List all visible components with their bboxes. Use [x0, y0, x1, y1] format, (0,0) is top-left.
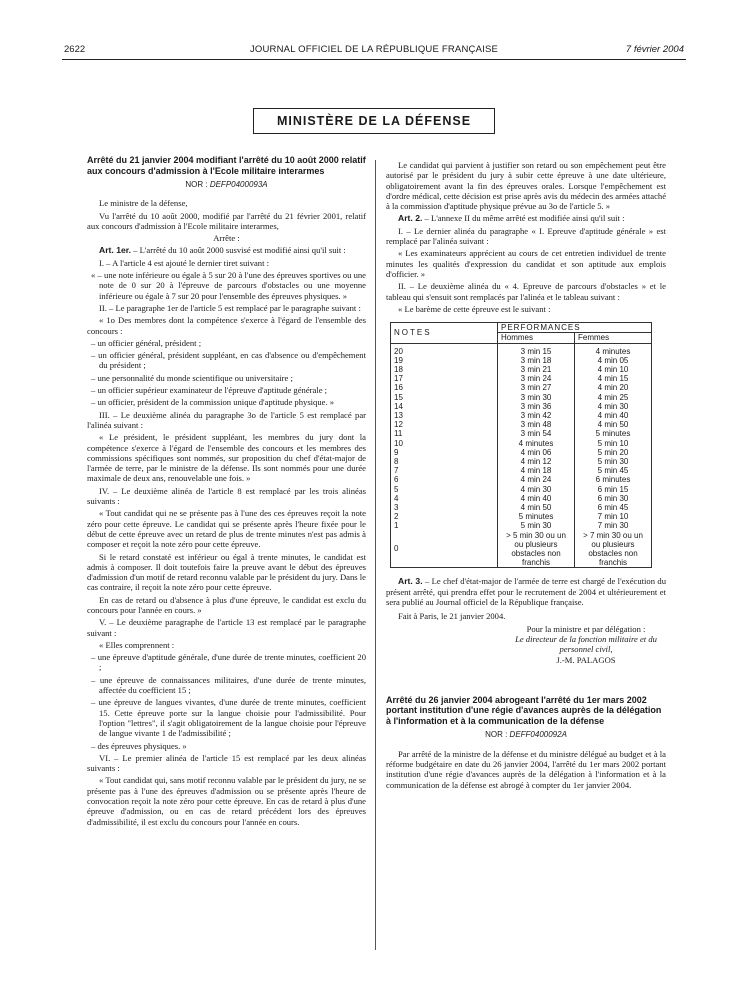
- note-cell: 13: [391, 411, 498, 420]
- article-text: – Le chef d'état-major de l'armée de terre est chargé de l'exécution du présent arrêté, qui prendra effet pour le recrutement de 2004 et ultérieurement et sera publié au Journal officiel de la République française.: [386, 576, 666, 608]
- decree-title: Arrêté du 21 janvier 2004 modifiant l'arrêté du 10 août 2000 relatif aux concours d'admission à l'Ecole militaire interarmes: [87, 155, 366, 176]
- table-row: [391, 475, 652, 484]
- women-cell: > 7 min 30 ou un ou plusieurs obstacles non franchis: [575, 531, 652, 568]
- table-row: [391, 383, 652, 392]
- women-cell: 5 minutes: [575, 429, 652, 438]
- signature-role: [506, 634, 666, 655]
- article-label: Art. 2.: [398, 213, 423, 224]
- header-rule: [62, 59, 686, 60]
- men-cell: 4 min 06: [498, 448, 575, 457]
- table-row: [391, 365, 652, 374]
- women-cell: 7 min 10: [575, 512, 652, 521]
- paragraph: Par arrêté de la ministre de la défense et du ministre délégué au budget et à la réforme budgétaire en date du 26 janvier 2004, l'arrêté du 1er mars 2002 portant institution d'une régie d'avances auprès de la délégation à l'information et à la communication de la défense est abrogé à compter du 1er janvier 2004.: [386, 748, 666, 790]
- right-column: [386, 160, 666, 792]
- table-row: [391, 485, 652, 494]
- decree-title-2: Arrêté du 26 janvier 2004 abrogeant l'arrêté du 1er mars 2002 portant institution d'une régie d'avances auprès de la délégation à l'information et à la communication de la défense: [386, 694, 662, 726]
- table-row: [391, 429, 652, 438]
- paragraph: VI. – Le premier alinéa de l'article 15 est remplacé par les deux alinéas suivants :: [87, 752, 366, 774]
- paragraph: « Le barème de cette épreuve est le suivant :: [398, 303, 551, 314]
- nor-reference: [87, 180, 366, 190]
- table-header-men: Hommes: [498, 333, 575, 343]
- signature-block: [386, 624, 666, 665]
- list-item: – un officier, président de la commission unique d'aptitude physique. »: [91, 397, 335, 408]
- men-cell: 4 min 40: [498, 494, 575, 503]
- article-3: [386, 576, 666, 607]
- paragraph: II. – Le deuxième alinéa du « 4. Epreuve de parcours d'obstacles » et le tableau qui s'ensuit sont remplacés par l'alinéa et le tableau suivant :: [386, 281, 666, 302]
- men-cell: 5 minutes: [498, 512, 575, 521]
- paragraph: « Le président, le président suppléant, les membres du jury dont la compétence s'exerce à l'égard de l'ensemble des concours et les membres des commissions spécifiques sont nommés, sur proposition du chef d'état-major de l'armée de terre, par le ministre de la défense. Ils sont nommés pour une durée maximale de deux ans, renouvelable une fois. »: [87, 432, 366, 484]
- note-cell: 6: [391, 475, 498, 484]
- women-cell: 7 min 30: [575, 521, 652, 530]
- paragraph: Si le retard constaté est inférieur ou égal à trente minutes, le candidat est admis à composer. Il doit toutefois faire la preuve avant le début des épreuves d'admission d'un motif de retard reconnu valable par le président du jury. Dans le cas contraire, il reçoit la note zéro pour cette épreuve.: [87, 551, 366, 593]
- table-row: [391, 466, 652, 475]
- note-cell: 16: [391, 383, 498, 392]
- paragraph: I. – A l'article 4 est ajouté le dernier tiret suivant :: [99, 257, 270, 268]
- table-header-notes: NOTES: [391, 323, 498, 343]
- signature-name: J.-M. PALAGOS: [556, 654, 616, 665]
- paragraph: II. – Le paragraphe 1er de l'article 5 est remplacé par le paragraphe suivant :: [99, 302, 361, 313]
- men-cell: 5 min 30: [498, 521, 575, 530]
- women-cell: 5 min 45: [575, 466, 652, 475]
- quote: « – une note inférieure ou égale à 5 sur 20 à l'une des épreuves sportives ou une note de 0 sur 20 à l'épreuve de parcours d'obstacles ou une moyenne inférieure ou égale à 7 sur 20 pour l'ensemble des épreuves physiques. »: [91, 270, 366, 301]
- paragraph: Le ministre de la défense,: [99, 198, 188, 209]
- article-text: – L'annexe II du même arrêté est modifiée ainsi qu'il suit :: [422, 213, 625, 224]
- note-cell: 15: [391, 393, 498, 402]
- table-row: [391, 402, 652, 411]
- note-cell: 9: [391, 448, 498, 457]
- table-row: [391, 411, 652, 420]
- men-cell: 4 min 30: [498, 485, 575, 494]
- women-cell: 5 min 10: [575, 439, 652, 448]
- done-at: Fait à Paris, le 21 janvier 2004.: [398, 611, 506, 622]
- women-cell: 4 min 20: [575, 383, 652, 392]
- paragraph: Vu l'arrêté du 10 août 2000, modifié par l'arrêté du 21 février 2001, relatif aux concours d'admission à l'Ecole militaire interarmes,: [87, 210, 366, 231]
- note-cell: 20: [391, 343, 498, 356]
- women-cell: 4 min 25: [575, 393, 652, 402]
- nor-code: DEFF0400092A: [509, 730, 567, 740]
- column-separator: [375, 160, 376, 950]
- men-cell: 4 min 12: [498, 457, 575, 466]
- table-row: [391, 420, 652, 429]
- men-cell: 3 min 30: [498, 393, 575, 402]
- nor-label: NOR :: [485, 730, 508, 740]
- table-row: [391, 393, 652, 402]
- women-cell: 6 minutes: [575, 475, 652, 484]
- signature-role-text: Le directeur de la fonction militaire et du personnel civil,: [515, 633, 657, 655]
- list-item: – une épreuve de connaissances militaires, d'une durée de trente minutes, affectée du coefficient 15 ;: [91, 674, 366, 696]
- nor-code: DEFP0400093A: [209, 180, 268, 189]
- note-cell: 11: [391, 429, 498, 438]
- paragraph: « Tout candidat qui ne se présente pas à l'une des ces épreuves reçoit la note zéro pour cette épreuve. Le candidat qui se présente après l'heure fixée pour le début de cette épreuve avec un retard de plus de trente minutes n'est pas admis à composer et reçoit la note zéro pour cette épreuve.: [87, 508, 366, 550]
- table-header-women: Femmes: [575, 333, 652, 343]
- performance-table: [390, 322, 652, 568]
- table-row: [391, 356, 652, 365]
- table-header-performances: PERFORMANCES: [498, 323, 652, 333]
- paragraph: III. – Le deuxième alinéa du paragraphe 3o de l'article 5 est remplacé par l'alinéa suivant :: [87, 409, 366, 430]
- men-cell: 3 min 15: [498, 343, 575, 356]
- note-cell: 1: [391, 521, 498, 530]
- table-row: [391, 503, 652, 512]
- list-item: – une épreuve d'aptitude générale, d'une durée de trente minutes, coefficient 20 ;: [91, 652, 366, 673]
- women-cell: 5 min 30: [575, 457, 652, 466]
- women-cell: 4 min 05: [575, 356, 652, 365]
- table-row: [391, 374, 652, 383]
- list-item: – des épreuves physiques. »: [91, 740, 187, 751]
- men-cell: 3 min 27: [498, 383, 575, 392]
- journal-title: JOURNAL OFFICIEL DE LA RÉPUBLIQUE FRANÇAISE: [249, 44, 499, 55]
- article-label: Art. 1er.: [99, 245, 132, 256]
- arrete-label: Arrête :: [213, 233, 240, 244]
- note-cell: 18: [391, 365, 498, 374]
- paragraph: V. – Le deuxième paragraphe de l'article 13 est remplacé par le paragraphe suivant :: [87, 617, 366, 638]
- table-row: [391, 457, 652, 466]
- men-cell: 4 minutes: [498, 439, 575, 448]
- table-row: [391, 439, 652, 448]
- paragraph: « Elles comprennent :: [99, 639, 175, 650]
- men-cell: 3 min 18: [498, 356, 575, 365]
- paragraph: En cas de retard ou d'absence à plus d'une épreuve, le candidat est exclu du concours pour l'année en cours. »: [87, 594, 366, 615]
- list-item: – un officier supérieur examinateur de l'épreuve d'aptitude générale ;: [91, 385, 328, 396]
- women-cell: 5 min 20: [575, 448, 652, 457]
- note-cell: 3: [391, 503, 498, 512]
- list-item: – une épreuve de langues vivantes, d'une durée de trente minutes, coefficient 15. Cette épreuve porte sur la langue choisie pour l'admissibilité. Pour l'option "lettres", il s'agit obligatoirement de la langue choisie pour l'épreuve de langue vivante 1 de l'admissibilité ;: [91, 697, 366, 739]
- table-body: [391, 343, 652, 568]
- note-cell: 17: [391, 374, 498, 383]
- note-cell: 2: [391, 512, 498, 521]
- women-cell: 4 min 40: [575, 411, 652, 420]
- men-cell: 3 min 36: [498, 402, 575, 411]
- men-cell: 3 min 48: [498, 420, 575, 429]
- paragraph: Le candidat qui parvient à justifier son retard ou son empêchement peut être autorisé par le président du jury à subir cette épreuve à une date ultérieure, obligatoirement avant la fin des épreuves orales. Lorsque l'empêchement est d'ordre médical, cette décision est prise après avis du médecin des armées attaché à la commission d'aptitude physique prévue au 3o de l'article 5. »: [386, 160, 667, 212]
- men-cell: 3 min 42: [498, 411, 575, 420]
- women-cell: 4 minutes: [575, 343, 652, 356]
- women-cell: 6 min 15: [575, 485, 652, 494]
- table-row: [391, 448, 652, 457]
- article-1: [87, 245, 366, 255]
- women-cell: 4 min 50: [575, 420, 652, 429]
- men-cell: 4 min 24: [498, 475, 575, 484]
- men-cell: 4 min 18: [498, 466, 575, 475]
- men-cell: 3 min 24: [498, 374, 575, 383]
- issue-date: 7 février 2004: [625, 44, 684, 55]
- note-cell: 0: [391, 531, 498, 568]
- note-cell: 4: [391, 494, 498, 503]
- note-cell: 7: [391, 466, 498, 475]
- paragraph: IV. – Le deuxième alinéa de l'article 8 est remplacé par les trois alinéas suivants :: [87, 485, 366, 507]
- page-number: 2622: [64, 44, 86, 55]
- note-cell: 14: [391, 402, 498, 411]
- paragraph: « 1o Des membres dont la compétence s'exerce à l'égard de l'ensemble des concours :: [87, 315, 366, 336]
- men-cell: > 5 min 30 ou un ou plusieurs obstacles non franchis: [498, 531, 575, 568]
- nor-reference-2: [386, 730, 666, 740]
- note-cell: 5: [391, 485, 498, 494]
- note-cell: 10: [391, 439, 498, 448]
- men-cell: 4 min 50: [498, 503, 575, 512]
- paragraph: « Les examinateurs apprécient au cours de cet entretien individuel de trente minutes les qualités d'expression du candidat et son aptitude aux emplois d'officier. »: [386, 248, 666, 279]
- table-row: [391, 531, 652, 568]
- article-2: [386, 213, 666, 223]
- women-cell: 6 min 30: [575, 494, 652, 503]
- table-row: [391, 494, 652, 503]
- nor-label: NOR :: [185, 180, 208, 189]
- page-header: [64, 44, 684, 58]
- note-cell: 12: [391, 420, 498, 429]
- women-cell: 4 min 15: [575, 374, 652, 383]
- men-cell: 3 min 21: [498, 365, 575, 374]
- women-cell: 4 min 10: [575, 365, 652, 374]
- article-label: Art. 3.: [398, 576, 423, 587]
- list-item: – un officier général, président ;: [91, 337, 202, 348]
- paragraph: I. – Le dernier alinéa du paragraphe « I. Epreuve d'aptitude générale » est remplacé par l'alinéa suivant :: [386, 225, 666, 247]
- women-cell: 4 min 30: [575, 402, 652, 411]
- left-column: [87, 155, 366, 829]
- paragraph: « Tout candidat qui, sans motif reconnu valable par le président du jury, ne se présente pas à l'une des épreuves d'admission ou se présente après l'heure de convocation reçoit la note zéro pour cette épreuve. En cas de retard à plus d'une épreuve d'admission, ou en cas de retard précédent lors des épreuves d'admissibilité, il est exclu du concours pour l'année en cours.: [87, 775, 366, 827]
- table-row: [391, 343, 652, 356]
- note-cell: 19: [391, 356, 498, 365]
- list-item: – une personnalité du monde scientifique ou universitaire ;: [91, 372, 293, 383]
- signature-line: Pour la ministre et par délégation :: [526, 623, 646, 634]
- article-text: – L'arrêté du 10 août 2000 susvisé est modifié ainsi qu'il suit :: [131, 245, 346, 256]
- table-row: [391, 521, 652, 530]
- women-cell: 6 min 45: [575, 503, 652, 512]
- table-row: [391, 512, 652, 521]
- list-item: – un officier général, président suppléant, en cas d'absence ou d'empêchement du président ;: [91, 350, 366, 371]
- men-cell: 3 min 54: [498, 429, 575, 438]
- note-cell: 8: [391, 457, 498, 466]
- ministry-heading: MINISTÈRE DE LA DÉFENSE: [253, 108, 495, 134]
